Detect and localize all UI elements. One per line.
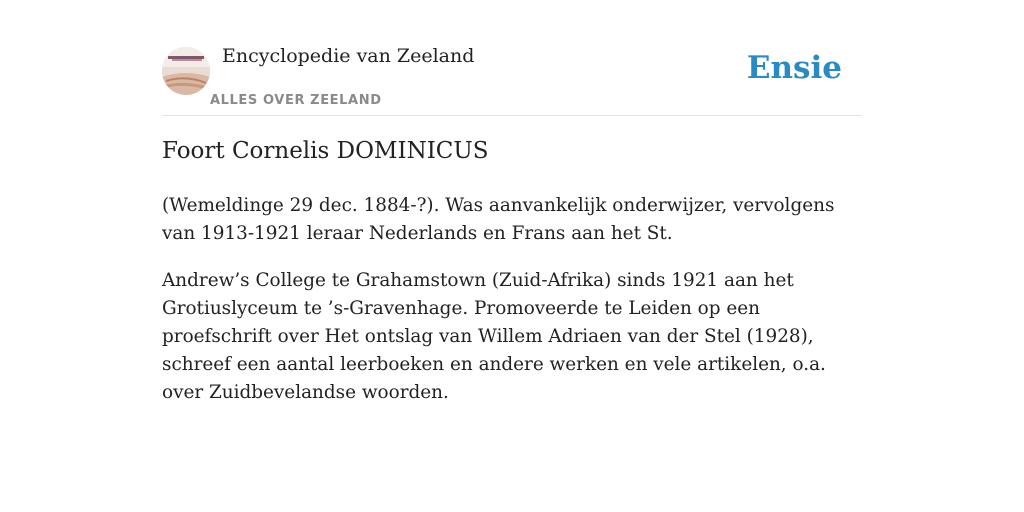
site-title[interactable]: Encyclopedie van Zeeland: [222, 45, 475, 67]
entry-title: Foort Cornelis DOMINICUS: [162, 138, 489, 164]
site-header: [162, 0, 862, 116]
page-content: [162, 0, 862, 403]
brand-logo[interactable]: Ensie: [746, 50, 842, 86]
entry-paragraph-2: Andrew’s College te Grahamstown (Zuid-Afrika) sinds 1921 aan het Grotiuslyceum te ’s-Gravenhage. Promoveerde te Leiden op een proefschrift over Het ontslag van Willem Adriaen van der Stel (1928), schreef een aantal leerboeken en andere werken en vele artikelen, o.a. over Zuidbevelandse woorden.: [162, 270, 826, 403]
site-tagline: ALLES OVER ZEELAND: [210, 93, 382, 108]
entry-paragraph-1: (Wemeldinge 29 dec. 1884-?). Was aanvankelijk onderwijzer, vervolgens van 1913-1921 leraar Nederlands en Frans aan het St.: [162, 195, 835, 244]
encyclopedia-logo-icon[interactable]: [162, 47, 210, 95]
